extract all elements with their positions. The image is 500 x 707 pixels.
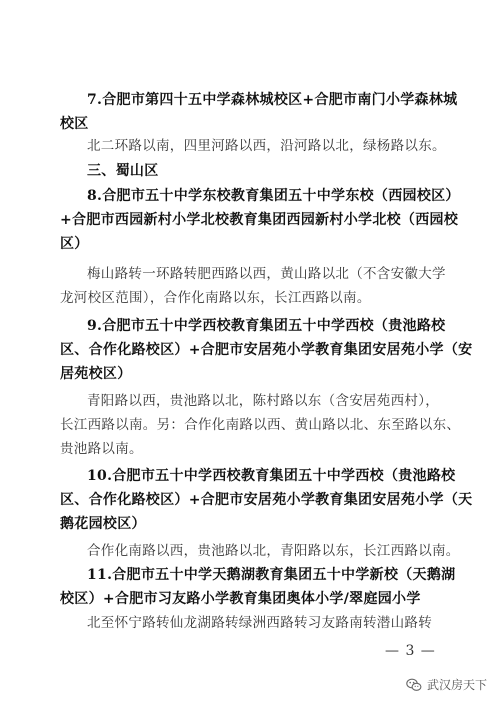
school-heading (60, 88, 458, 136)
school-heading (60, 314, 473, 386)
text-line: 区、合作化路校区）+合肥市安居苑小学教育集团安居苑小学（天 (60, 492, 473, 508)
text-line: +合肥市西园新村小学北校教育集团西园新村小学北校（西园校 (60, 212, 459, 228)
wechat-icon (406, 678, 422, 692)
text-line: 龙河校区范围），合作化南路以东，长江西路以南。 (60, 290, 371, 306)
paragraph (60, 611, 440, 635)
text-line: 青阳路以西，贵池路以北，陈村路以东（含安居苑西村）， (87, 393, 440, 409)
text-line: 校区 (60, 116, 89, 132)
watermark-text: 武汉房天下 (427, 678, 488, 692)
text-line: 区、合作化路校区）+合肥市安居苑小学教育集团安居苑小学（安 (60, 342, 473, 358)
page-number: — 3 — (385, 643, 436, 659)
watermark (406, 676, 487, 693)
paragraph (60, 262, 446, 310)
school-heading (60, 184, 460, 256)
paragraph (60, 389, 461, 461)
text-line: 合作化南路以西，贵池路以北，青阳路以东，长江西路以南。 (87, 543, 460, 559)
text-line: 贵池路以南。 (60, 441, 143, 457)
text-line: 梅山路转一环路转肥西路以西，黄山路以北（不含安徽大学 (87, 266, 446, 282)
text-line: 8.合肥市五十中学东校教育集团五十中学东校（西园校区） (87, 188, 460, 204)
text-line: 7.合肥市第四十五中学森林城校区+合肥市南门小学森林城 (87, 92, 458, 108)
text-line: 10.合肥市五十中学西校教育集团五十中学西校（贵池路校 (87, 468, 456, 484)
paragraph (60, 539, 460, 563)
text-line: 居苑校区） (60, 366, 132, 382)
text-line: 三、蜀山区 (87, 163, 159, 179)
text-line: 长江西路以南。另：合作化南路以西、黄山路以北、东至路以东、 (60, 417, 461, 433)
text-line: 北二环路以南，四里河路以西，沿河路以北，绿杨路以东。 (87, 138, 446, 154)
school-heading (60, 563, 456, 611)
text-line: 9.合肥市五十中学西校教育集团五十中学西校（贵池路校 (87, 318, 446, 334)
text-line: 北至怀宁路转仙龙湖路转绿洲西路转习友路南转潜山路转 (87, 615, 432, 631)
district-heading (60, 159, 440, 183)
school-heading (60, 464, 473, 536)
text-line: 区） (60, 236, 89, 252)
text-line: 校区）+合肥市习友路小学教育集团奥体小学/翠庭园小学 (60, 591, 421, 607)
text-line: 11.合肥市五十中学天鹅湖教育集团五十中学新校（天鹅湖 (87, 567, 456, 583)
text-line: 鹅花园校区） (60, 516, 146, 532)
paragraph (60, 134, 446, 158)
